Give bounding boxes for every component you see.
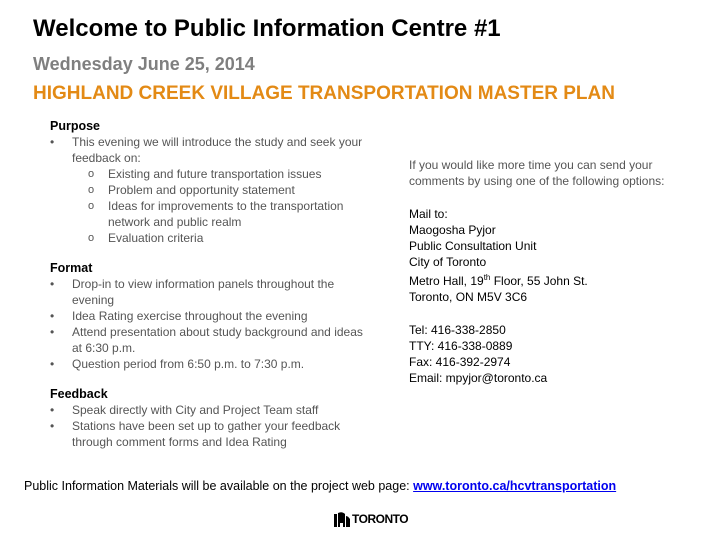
mail-label: Mail to: (409, 207, 448, 221)
format-list (50, 276, 370, 372)
contact-column (409, 157, 709, 403)
feedback-list (50, 402, 370, 450)
contact-address (409, 270, 709, 289)
contact-tty: TTY: 416-338-0889 (409, 339, 513, 353)
phone-block (409, 322, 709, 386)
contact-fax: Fax: 416-392-2974 (409, 355, 511, 369)
footer-text: Public Information Materials will be available on the project web page: (24, 479, 414, 493)
contact-unit: Public Consultation Unit (409, 239, 537, 253)
contact-tel: Tel: 416-338-2850 (409, 323, 506, 337)
feedback-item: • Speak directly with City and Project Team staff (50, 402, 370, 418)
footer-note (24, 479, 616, 493)
contact-name: Maogosha Pyjor (409, 223, 496, 237)
project-heading: HIGHLAND CREEK VILLAGE TRANSPORTATION MASTER PLAN (33, 83, 615, 104)
city-hall-icon (334, 511, 350, 527)
purpose-title: Purpose (50, 119, 101, 133)
page-title: Welcome to Public Information Centre #1 (33, 15, 501, 42)
contact-email: Email: mpyjor@toronto.ca (409, 371, 548, 385)
format-section (50, 260, 370, 372)
address-suffix: Floor, 55 John St. (490, 274, 588, 288)
purpose-subitem: o Existing and future transportation issues (72, 166, 370, 182)
purpose-list (50, 134, 370, 246)
mailing-address (409, 206, 709, 305)
purpose-subitem: o Problem and opportunity statement (72, 182, 370, 198)
format-item: • Idea Rating exercise throughout the evening (50, 308, 370, 324)
feedback-section (50, 386, 370, 450)
project-web-link[interactable]: www.toronto.ca/hcvtransportation (413, 479, 617, 493)
contact-postal: Toronto, ON M5V 3C6 (409, 290, 528, 304)
logo-wordmark: TORONTO (352, 512, 409, 526)
format-item: • Question period from 6:50 p.m. to 7:30 p.m. (50, 356, 370, 372)
feedback-item: • Stations have been set up to gather your feedback through comment forms and Idea Rating (50, 418, 370, 450)
purpose-sublist (72, 166, 370, 246)
purpose-intro-text: This evening we will introduce the study and seek your feedback on: (72, 135, 363, 165)
purpose-intro (50, 134, 370, 246)
feedback-title: Feedback (50, 387, 108, 401)
purpose-subitem: o Ideas for improvements to the transportation network and public realm (72, 198, 370, 230)
contact-intro: If you would like more time you can send your comments by using one of the following options: (409, 158, 665, 188)
address-prefix: Metro Hall, 19 (409, 274, 484, 288)
purpose-subitem: o Evaluation criteria (72, 230, 370, 246)
contact-city: City of Toronto (409, 255, 487, 269)
format-title: Format (50, 261, 93, 275)
event-date: Wednesday June 25, 2014 (33, 54, 255, 74)
format-item: • Drop-in to view information panels throughout the evening (50, 276, 370, 308)
purpose-section (50, 118, 370, 246)
toronto-logo (334, 510, 408, 528)
format-item: • Attend presentation about study background and ideas at 6:30 p.m. (50, 324, 370, 356)
address-superscript: th (483, 273, 491, 282)
left-column (50, 118, 370, 464)
